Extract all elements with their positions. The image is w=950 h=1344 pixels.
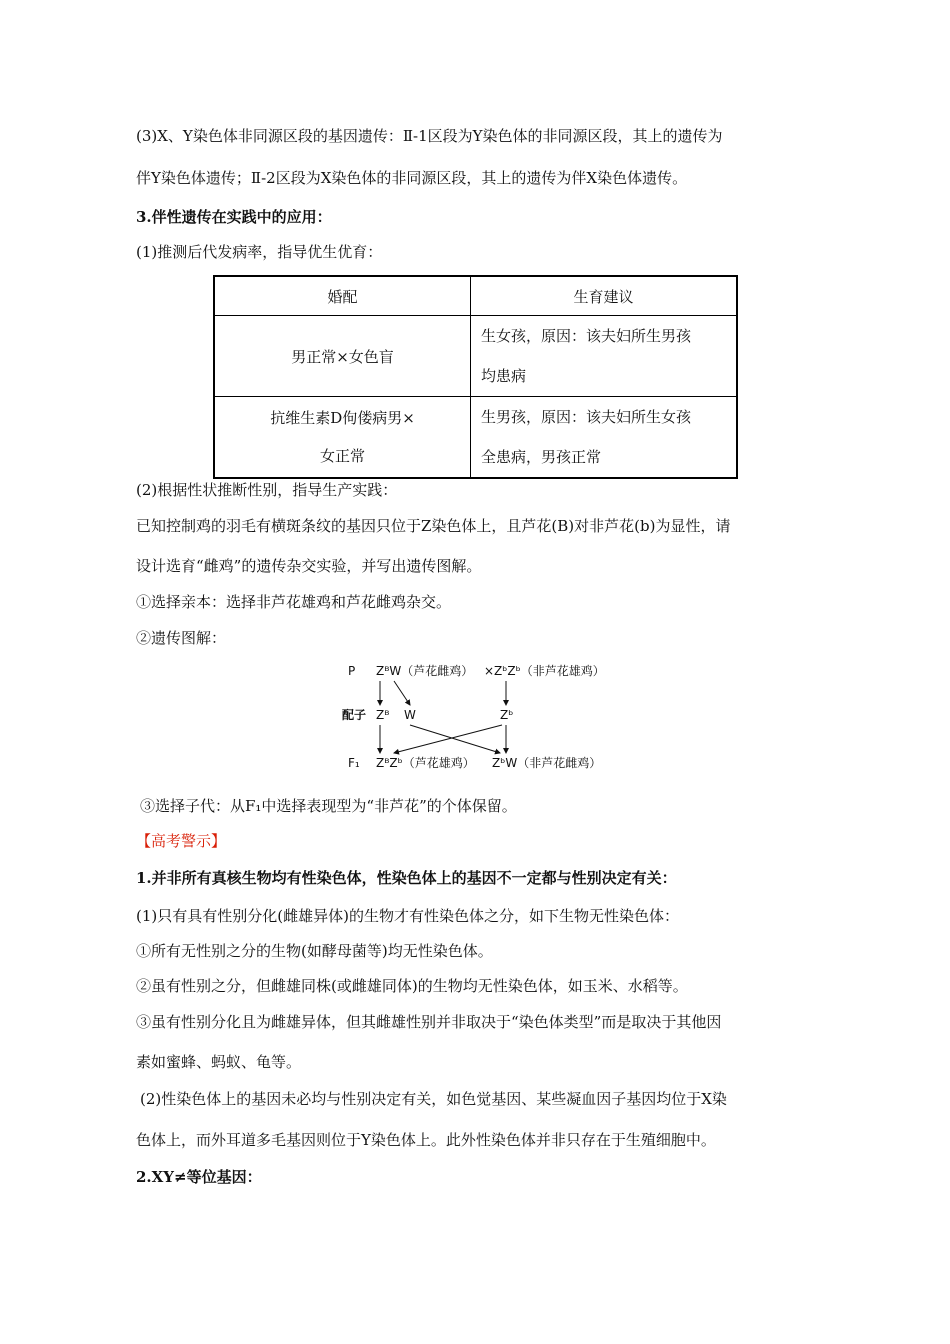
para-xy-line1: (3)X、Y染色体非同源区段的基因遗传：Ⅱ-1区段为Y染色体的非同源区段，其上的遗传为 (136, 127, 723, 145)
gamete-w: W (404, 708, 416, 722)
warning-p3: ②虽有性别之分，但雌雄同株(或雌雄同体)的生物均无性染色体，如玉米、水稻等。 (136, 977, 688, 995)
section3-heading: 3.伴性遗传在实践中的应用： (136, 208, 332, 226)
header-marriage: 婚配 (214, 276, 471, 316)
table-row (214, 397, 737, 479)
sub2-step2: ②遗传图解： (136, 629, 227, 647)
warning-heading1: 1.并非所有真核生物均有性染色体，性染色体上的基因不一定都与性别决定有关： (136, 869, 677, 887)
f1-label: F₁ (348, 756, 360, 770)
parent-female: ZᴮW（芦花雌鸡） (376, 664, 474, 678)
warning-p5b: 色体上，而外耳道多毛基因则位于Y染色体上。此外性染色体并非只存在于生殖细胞中。 (136, 1131, 716, 1149)
para-xy-line2: 伴Y染色体遗传；Ⅱ-2区段为X染色体的非同源区段，其上的遗传为伴X染色体遗传。 (136, 169, 688, 187)
row1-advice: 生女孩，原因：该夫妇所生男孩 均患病 (471, 316, 738, 397)
row1-marriage: 男正常×女色盲 (214, 316, 471, 397)
gamete-label: 配子 (342, 708, 367, 722)
warning-label: 【高考警示】 (136, 832, 227, 850)
arrow-female-w (394, 681, 410, 705)
p-label: P (348, 664, 356, 678)
warning-p5a: (2)性染色体上的基因未必均与性别决定有关，如色觉基因、某些凝血因子基因均位于X染 (140, 1090, 727, 1108)
warning-heading2: 2.XY≠等位基因： (136, 1168, 262, 1186)
sub2-title: (2)根据性状推断性别，指导生产实践： (136, 481, 398, 499)
table-header-row (214, 276, 737, 316)
warning-p4a: ③虽有性别分化且为雌雄异体，但其雌雄性别并非取决于“染色体类型”而是取决于其他因 (136, 1013, 722, 1031)
row2-marriage: 抗维生素D佝偻病男× 女正常 (214, 397, 471, 479)
header-advice: 生育建议 (471, 276, 738, 316)
section3-sub1: (1)推测后代发病率，指导优生优育： (136, 243, 383, 261)
sub2-text2: 设计选育“雌鸡”的遗传杂交实验，并写出遗传图解。 (136, 557, 482, 575)
genetic-cross-diagram (330, 655, 630, 780)
parent-male: ZᵇZᵇ（非芦花雄鸡） (494, 664, 605, 678)
gamete-zb-female: Zᴮ (376, 708, 390, 722)
gamete-zb-male: Zᵇ (500, 708, 514, 722)
warning-p2: ①所有无性别之分的生物(如酵母菌等)均无性染色体。 (136, 942, 493, 960)
sub2-step1: ①选择亲本：选择非芦花雄鸡和芦花雌鸡杂交。 (136, 593, 452, 611)
sub2-text1: 已知控制鸡的羽毛有横斑条纹的基因只位于Z染色体上，且芦花(B)对非芦花(b)为显性，请 (136, 517, 731, 535)
warning-p4b: 素如蜜蜂、蚂蚁、龟等。 (136, 1053, 302, 1071)
table-row (214, 316, 737, 397)
offspring-male: ZᴮZᵇ（芦花雄鸡） (376, 756, 475, 770)
offspring-female: ZᵇW（非芦花雌鸡） (492, 756, 602, 770)
sub2-step3: ③选择子代：从F₁中选择表现型为“非芦花”的个体保留。 (140, 797, 517, 815)
warning-p1: (1)只有具有性别分化(雌雄异体)的生物才有性染色体之分，如下生物无性染色体： (136, 907, 679, 925)
marriage-advice-table (213, 275, 738, 479)
cross-symbol: × (484, 664, 495, 678)
row2-advice: 生男孩，原因：该夫妇所生女孩 全患病，男孩正常 (471, 397, 738, 479)
